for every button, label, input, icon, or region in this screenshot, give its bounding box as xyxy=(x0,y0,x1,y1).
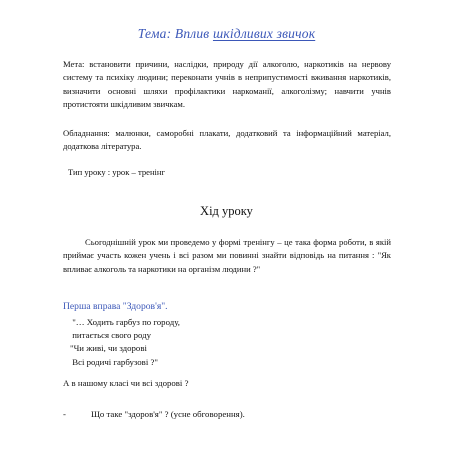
bullet-text: Що таке "здоров'я" ? (усне обговорення). xyxy=(91,409,245,419)
equipment-paragraph: Обладнання: малюнки, саморобні плакати, додатковий та інформаційний матеріал, додаткова література. xyxy=(63,128,391,152)
intro-paragraph: Сьогоднішній урок ми проведемо у формі тренінгу – це така форма роботи, в якій приймає участь кожен учень і всі разом ми повинні знайти відповідь на питання : "Як впливає алкоголь та наркотики на організм людини ?" xyxy=(63,237,391,274)
bullet-marker: - xyxy=(63,409,66,419)
title-topic: шкідливих звичок xyxy=(212,26,316,41)
poem-line: Всі родичі гарбузові ?" xyxy=(70,356,158,367)
exercise-title: Перша вправа "Здоров'я". xyxy=(63,301,168,312)
lesson-title xyxy=(0,26,453,42)
section-heading: Хід уроку xyxy=(200,204,253,218)
bullet-item xyxy=(63,409,245,419)
title-prefix: Тема: Вплив xyxy=(137,26,213,41)
class-question: А в нашому класі чи всі здорові ? xyxy=(63,378,189,388)
poem-line: "Чи живі, чи здорові xyxy=(70,343,147,354)
lesson-type: Тип уроку : урок – тренінг xyxy=(68,167,166,177)
poem xyxy=(70,316,180,369)
poem-line: "… Ходить гарбуз по городу, xyxy=(70,317,180,327)
goal-paragraph: Мета: встановити причини, наслідки, природу дії алкоголю, наркотиків на нервову систему та психіку людини; переконати учнів в неприпустимості вживання наркотиків, визначити основні шляхи профілактики наркоманії, алкоголізму; навчити учнів протистояти шкідливим звичкам. xyxy=(63,59,391,110)
poem-line: питається свого роду xyxy=(70,330,152,341)
